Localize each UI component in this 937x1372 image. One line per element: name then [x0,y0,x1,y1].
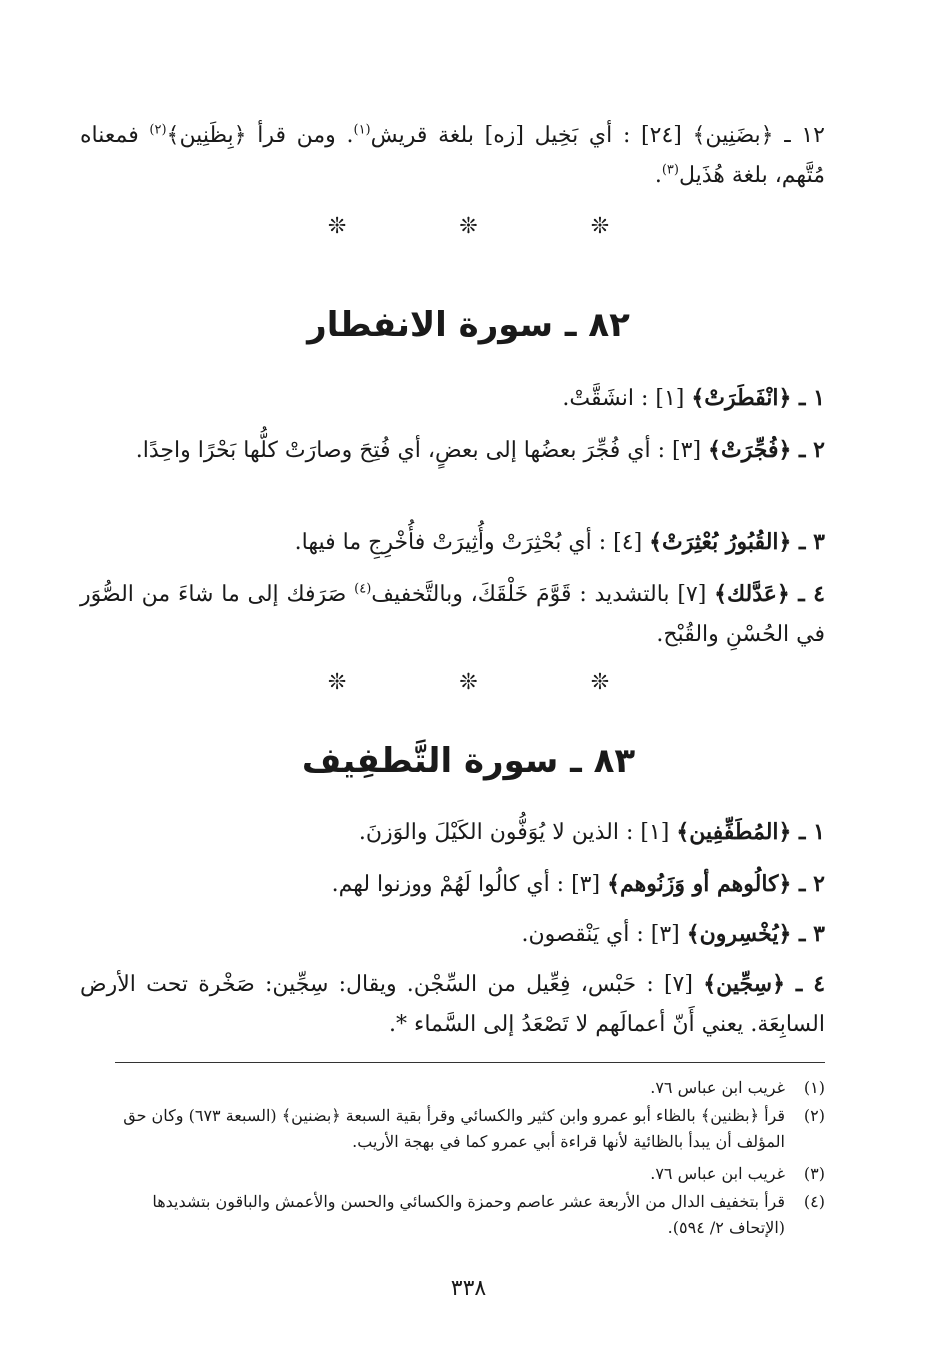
footnote-ref-4: (٤) [354,581,372,597]
footnote-3 [80,1162,825,1186]
verse-gloss-cont: صَرَفك إلى ما شاءَ من الصُّوَر في الحُسْنِ والقُبْح. [80,582,825,647]
page-number: ٣٣٨ [450,1276,487,1301]
separator-stars-1 [0,214,937,239]
surah-82-verse-4 [80,574,825,655]
star-icon: ❊ [590,214,610,239]
opening-line1: ١٢ ـ ﴿بضَنِين﴾ [٢٤] : أي بَخِيل [زه] بلغة قريش [370,123,825,148]
verse-keyword: ٣ ـ ﴿يُخْسِرون﴾ [686,921,825,947]
verse-gloss: [١] : انشَقَّتْ. [562,386,685,411]
verse-gloss: [٧] بالتشديد : قَوَّمَ خَلْقَكَ، وبالتَّخفيف [371,582,707,607]
verse-keyword: ٤ ـ ﴿عَدَّلك﴾ [714,581,825,607]
verse-keyword: ٣ ـ ﴿القُبُورُ بُعْثِرَتْ﴾ [649,529,825,555]
surah-83-verse-2 [112,864,825,905]
footnote-text-cont: المؤلف أن يبدأ بالظائية لأنها قراءة أبي عمرو كما في بهجة الأريب. [352,1132,785,1151]
verse-keyword: ٤ ـ ﴿سِجِّين﴾ [703,971,826,997]
footnote-4-continuation [80,1216,785,1240]
star-icon: ❊ [327,670,347,695]
verse-gloss: [٤] : أي بُحْثِرَتْ وأُثِيرَتْ فأُخْرِجِ ما فيها. [294,530,643,555]
footnote-number: (٤) [803,1192,825,1211]
surah-82-verse-2 [80,430,825,471]
star-icon: ❊ [327,214,347,239]
footnote-2 [80,1104,825,1128]
opening-line2b: . [654,163,662,188]
footnote-text: قرأ بتخفيف الدال من الأربعة عشر عاصم وحمزة والكسائي والحسن والأعمش والباقون بتشديدها [152,1192,785,1211]
footnote-text-cont: (الإتحاف ٢/ ٥٩٤). [667,1218,785,1237]
verse-keyword: ١ ـ ﴿انْفَطَرَتْ﴾ [691,385,825,411]
footnote-ref-2: (٢) [149,122,167,138]
surah-83-verse-1 [112,812,825,853]
footnote-ref-1: (١) [353,122,371,138]
verse-gloss: [٣] : أي يَنْقصون. [521,922,680,947]
star-icon: ❊ [459,670,478,695]
opening-paragraph [80,116,825,196]
verse-gloss: [٧] : حَبْس، فِعِّيل من السِّجْن. ويقال: سِجِّين: صَخْرة تحت الأرض السابِعَة. يعني أَنّ أعمالَهم لا تَصْعَدُ إلى السَّماء *. [80,972,825,1037]
verse-gloss: [١] : الذين لا يُوَفُّون الكَيْلَ والوَزنَ. [358,820,670,845]
surah-83-title: ٨٣ ـ سورة التَّطفِيف [301,741,636,781]
footnote-number: (١) [803,1078,825,1097]
footnote-text: غريب ابن عباس ٧٦. [650,1078,785,1097]
surah-82-verse-3 [112,522,825,563]
surah-83-verse-3 [112,914,825,955]
footnote-4 [80,1190,825,1214]
surah-83-verse-4 [80,964,825,1045]
footnote-number: (٢) [803,1106,825,1125]
footnote-text: قرأ ﴿بظنين﴾ بالظاء أبو عمرو وابن كثير والكسائي وقرأ بقية السبعة ﴿بضنين﴾ (السبعة ٦٧٣) وكان حق [123,1106,785,1125]
separator-stars-2 [0,670,937,695]
footnote-number: (٣) [803,1164,825,1183]
footnote-2-continuation [80,1130,785,1154]
verse-keyword: ٢ ـ ﴿فُجِّرَتْ﴾ [708,437,825,463]
footnote-text: غريب ابن عباس ٧٦. [650,1164,785,1183]
footnote-ref-3: (٣) [661,162,679,178]
verse-gloss: [٣] : أي فُجِّرَ بعضُها إلى بعضٍ، أي فُتِحَ وصارَتْ كلُّها بَحْرًا واحِدًا. [135,438,702,463]
surah-82-verse-1 [112,378,825,419]
verse-gloss: [٣] : أي كالُوا لَهُمْ ووزنوا لهم. [331,872,601,897]
footnote-1 [80,1076,825,1100]
verse-keyword: ١ ـ ﴿المُطَفِّفِين﴾ [676,819,825,845]
opening-line1b: . ومن قرأ ﴿بِظَنِين﴾ [166,123,354,148]
opening-line2: فمعناه مُتَّهم، بلغة هُذَيل [80,123,825,188]
verse-keyword: ٢ ـ ﴿كالُوهم أو وَزَنُوهم﴾ [607,871,825,897]
star-icon: ❊ [590,670,610,695]
star-icon: ❊ [459,214,478,239]
surah-82-title: ٨٢ ـ سورة الانفطار [307,305,630,345]
footnote-divider [115,1062,825,1063]
